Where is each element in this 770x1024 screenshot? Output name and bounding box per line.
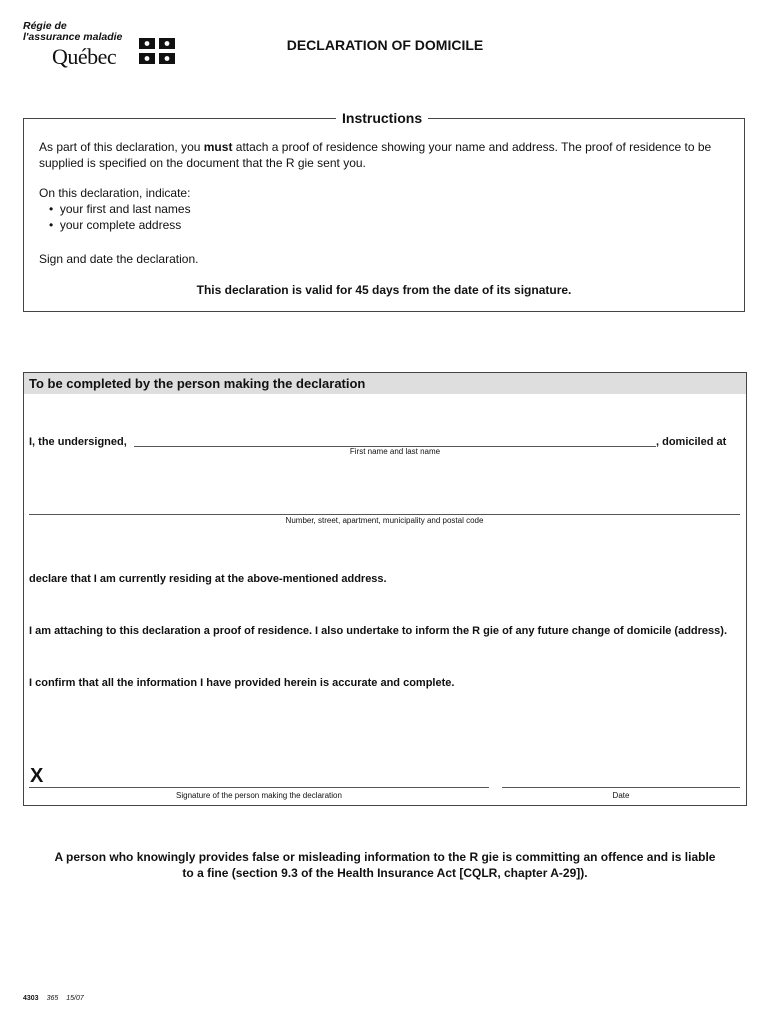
instructions-bullet: • your complete address <box>49 218 182 232</box>
instructions-validity: This declaration is valid for 45 days from the date of its signature. <box>196 283 572 297</box>
legal-warning-line: A person who knowingly provides false or misleading information to the R gie is committing an offence and is liable <box>54 850 716 864</box>
signature-caption: Signature of the person making the declaration <box>176 791 342 800</box>
logo-line-1: Régie de <box>23 20 67 32</box>
statement-confirm: I confirm that all the information I have provided herein is accurate and complete. <box>29 677 455 689</box>
declaration-box <box>23 372 747 806</box>
instructions-text: attach a proof of residence showing your name and address. The proof of residence to be <box>232 140 712 154</box>
instructions-emphasis: must <box>203 140 233 154</box>
form-number: 4303 <box>23 995 39 1002</box>
logo-line-2: l'assurance maladie <box>23 31 123 43</box>
instructions-text: As part of this declaration, you <box>39 140 204 154</box>
undersigned-label: I, the undersigned, <box>29 436 127 448</box>
form-code: 365 <box>46 995 59 1002</box>
instructions-paragraph <box>39 139 739 171</box>
legal-warning <box>0 849 770 881</box>
instructions-bullet: • your first and last names <box>49 202 191 216</box>
legal-warning-line: to a fine (section 9.3 of the Health Insurance Act [CQLR, chapter A-29]). <box>182 866 588 880</box>
date-caption: Date <box>612 791 630 800</box>
name-caption: First name and last name <box>349 447 441 456</box>
instructions-indicate: On this declaration, indicate: <box>39 186 191 200</box>
instructions-text: supplied is specified on the document that the R gie sent you. <box>39 156 366 170</box>
instructions-sign: Sign and date the declaration. <box>39 252 199 266</box>
address-field[interactable] <box>29 514 740 515</box>
domiciled-label: , domiciled at <box>656 436 727 448</box>
statement-residing: declare that I am currently residing at the above-mentioned address. <box>29 573 387 585</box>
page-title: DECLARATION OF DOMICILE <box>286 37 484 53</box>
signature-field[interactable] <box>29 787 489 788</box>
instructions-heading: Instructions <box>336 110 428 126</box>
address-caption: Number, street, apartment, municipality and postal code <box>285 516 484 525</box>
form-footer <box>23 995 84 1002</box>
logo-wordmark: Québec <box>52 44 117 69</box>
declaration-heading: To be completed by the person making the declaration <box>29 376 366 391</box>
date-field[interactable] <box>502 787 740 788</box>
form-version: 15/07 <box>66 995 84 1002</box>
statement-proof: I am attaching to this declaration a proof of residence. I also undertake to inform the R gie of any future change of domicile (address). <box>29 625 728 637</box>
signature-x-mark: X <box>30 765 44 787</box>
